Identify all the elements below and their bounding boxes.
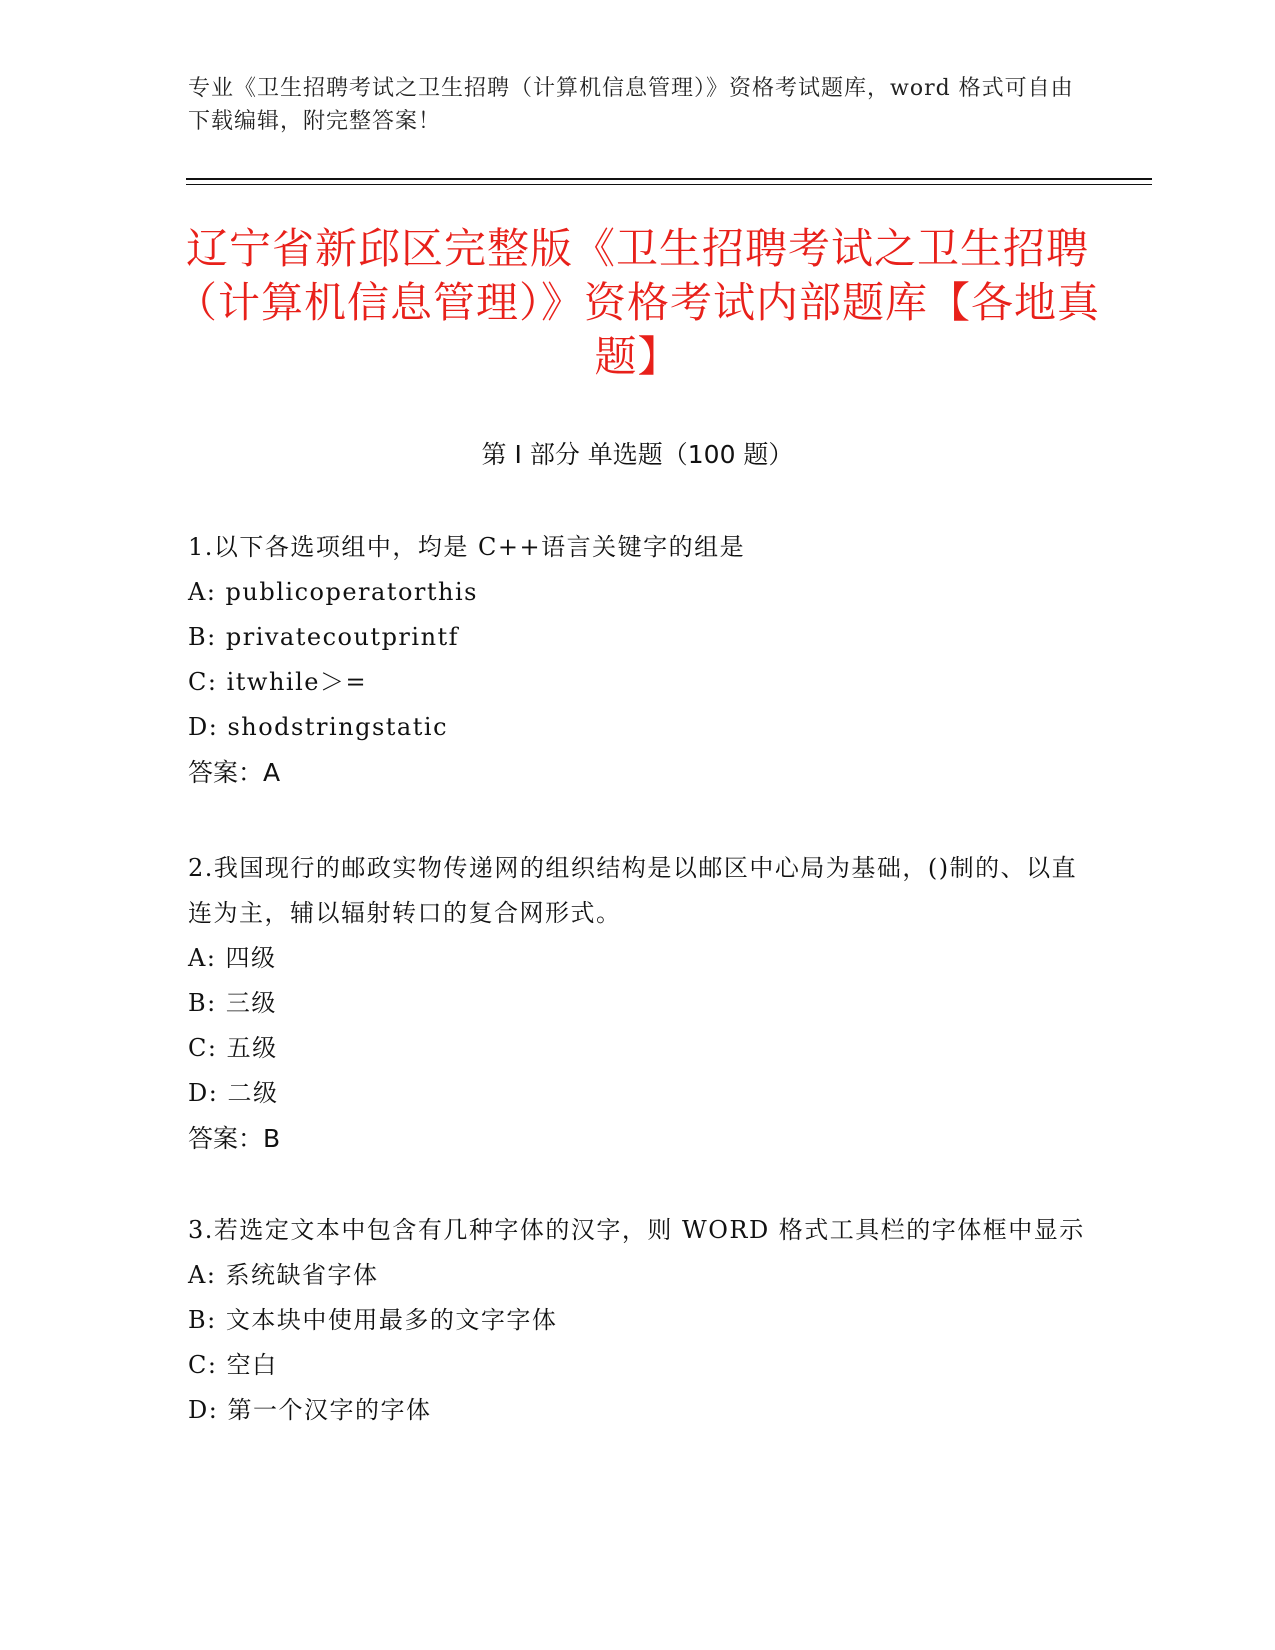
option-d: D: 第一个汉字的字体 (188, 1396, 432, 1424)
question-2 (188, 846, 1088, 1161)
question-stem: 2.我国现行的邮政实物传递网的组织结构是以邮区中心局为基础，()制的、以直连为主，辅以辐射转口的复合网形式。 (188, 854, 1078, 927)
option-d: D: shodstringstatic (188, 713, 449, 741)
header-note: 专业《卫生招聘考试之卫生招聘（计算机信息管理）》资格考试题库，word 格式可自由下载编辑，附完整答案！ (188, 76, 1074, 134)
option-b: B: 文本块中使用最多的文字字体 (188, 1306, 558, 1334)
question-3 (188, 1208, 1088, 1433)
question-stem: 1.以下各选项组中，均是 C++语言关键字的组是 (188, 533, 746, 561)
section-title: 第 I 部分 单选题（100 题） (481, 440, 794, 469)
option-a: A: 系统缺省字体 (188, 1261, 379, 1289)
document-title: 辽宁省新邱区完整版《卫生招聘考试之卫生招聘（计算机信息管理）》资格考试内部题库【各地真题】 (174, 224, 1100, 381)
header-rule-thin (186, 184, 1152, 185)
option-c: C: 空白 (188, 1351, 278, 1379)
option-d: D: 二级 (188, 1079, 279, 1107)
option-a: A: publicoperatorthis (188, 578, 478, 606)
header-rule-thick (186, 178, 1152, 180)
option-c: C: itwhile＞= (188, 668, 368, 696)
option-b: B: 三级 (188, 989, 277, 1017)
answer: 答案：A (188, 758, 281, 787)
option-a: A: 四级 (188, 944, 277, 972)
question-stem: 3.若选定文本中包含有几种字体的汉字，则 WORD 格式工具栏的字体框中显示 (188, 1216, 1085, 1244)
option-b: B: privatecoutprintf (188, 623, 460, 651)
option-c: C: 五级 (188, 1034, 278, 1062)
answer: 答案：B (188, 1124, 281, 1153)
question-1 (188, 525, 1088, 795)
